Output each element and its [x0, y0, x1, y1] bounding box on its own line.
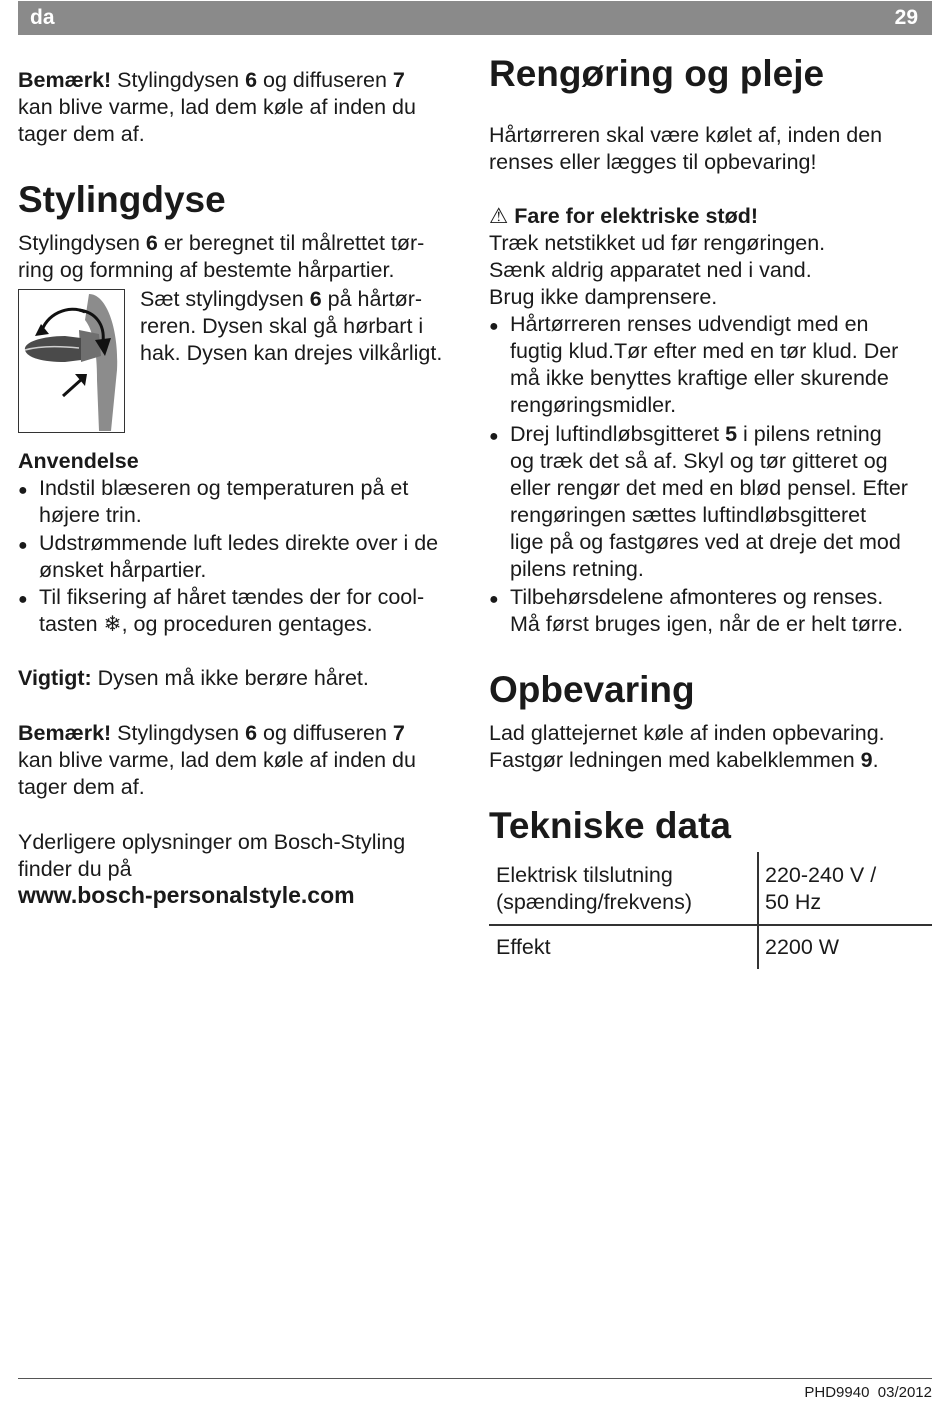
- footer-divider: [18, 1378, 932, 1379]
- bullet-icon: ●: [489, 591, 499, 608]
- table-cell: 220-240 V /: [765, 863, 877, 887]
- bullet-icon: ●: [489, 318, 499, 335]
- warning-line2: Sænk aldrig apparatet ned i vand.: [489, 258, 812, 282]
- nozzle-attach-illustration: [18, 289, 125, 433]
- language-code: da: [30, 6, 55, 29]
- table-cell: 2200 W: [765, 935, 840, 959]
- rengoring-intro-line1: Hårtørreren skal være kølet af, inden den: [489, 123, 883, 147]
- model-number: PHD9940: [804, 1384, 870, 1401]
- anvendelse-heading: Anvendelse: [18, 449, 139, 473]
- opbevaring-line1: Lad glattejernet køle af inden opbevaring.: [489, 721, 885, 745]
- note2-line2: kan blive varme, lad dem køle af inden du: [18, 748, 416, 772]
- stylingdyse-heading: Stylingdyse: [18, 179, 226, 220]
- opbevaring-heading: Opbevaring: [489, 669, 695, 710]
- more-info-line1: Yderligere oplysninger om Bosch-Styling: [18, 830, 406, 854]
- bullet-icon: ●: [18, 482, 28, 499]
- rengoring-heading: Rengøring og pleje: [489, 53, 825, 94]
- bosch-url-link[interactable]: www.bosch-personalstyle.com: [18, 882, 355, 908]
- page-number: 29: [894, 6, 918, 29]
- note1-line2: kan blive varme, lad dem køle af inden du: [18, 95, 416, 119]
- table-cell: 50 Hz: [765, 890, 822, 914]
- print-date: 03/2012: [877, 1384, 932, 1401]
- warning-line1: Træk netstikket ud før rengøringen.: [489, 231, 826, 255]
- opbevaring-line2: Fastgør ledningen med kabelklemmen 9.: [489, 748, 879, 772]
- note1-line3: tager dem af.: [18, 122, 145, 146]
- tekniske-heading: Tekniske data: [489, 805, 731, 846]
- note2-line3: tager dem af.: [18, 775, 145, 799]
- table-divider: [489, 924, 932, 926]
- stylingdyse-intro-line2: ring og formning af bestemte hårpartier.: [18, 258, 395, 282]
- page-header: [18, 1, 932, 35]
- table-cell: Effekt: [496, 935, 551, 959]
- table-cell: (spænding/frekvens): [496, 890, 692, 914]
- figure-text-line2: reren. Dysen skal gå hørbart i: [140, 314, 424, 338]
- bullet-icon: ●: [18, 537, 28, 554]
- note1-line1: Bemærk! Stylingdysen 6 og diffuseren 7: [18, 68, 405, 92]
- hairdryer-nozzle-icon: [19, 290, 123, 431]
- warning-title: ⚠ Fare for elektriske stød!: [489, 204, 759, 228]
- warning-icon: ⚠: [489, 204, 509, 228]
- more-info-line2: finder du på: [18, 857, 132, 881]
- table-cell: Elektrisk tilslutning: [496, 863, 673, 887]
- vigtigt-note: Vigtigt: Dysen må ikke berøre håret.: [18, 666, 369, 690]
- figure-text-line3: hak. Dysen kan drejes vilkårligt.: [140, 341, 443, 365]
- snowflake-icon: ❄: [103, 612, 122, 636]
- bullet-icon: ●: [489, 428, 499, 445]
- footer: [804, 1384, 932, 1401]
- figure-text-line1: Sæt stylingdysen 6 på hårtør-: [140, 287, 423, 311]
- bullet-icon: ●: [18, 591, 28, 608]
- note2-line1: Bemærk! Stylingdysen 6 og diffuseren 7: [18, 721, 405, 745]
- stylingdyse-intro-line1: Stylingdysen 6 er beregnet til målrettet tør-: [18, 231, 425, 255]
- table-divider: [757, 852, 759, 969]
- warning-line3: Brug ikke damprensere.: [489, 285, 718, 309]
- rengoring-intro-line2: renses eller lægges til opbevaring!: [489, 150, 817, 174]
